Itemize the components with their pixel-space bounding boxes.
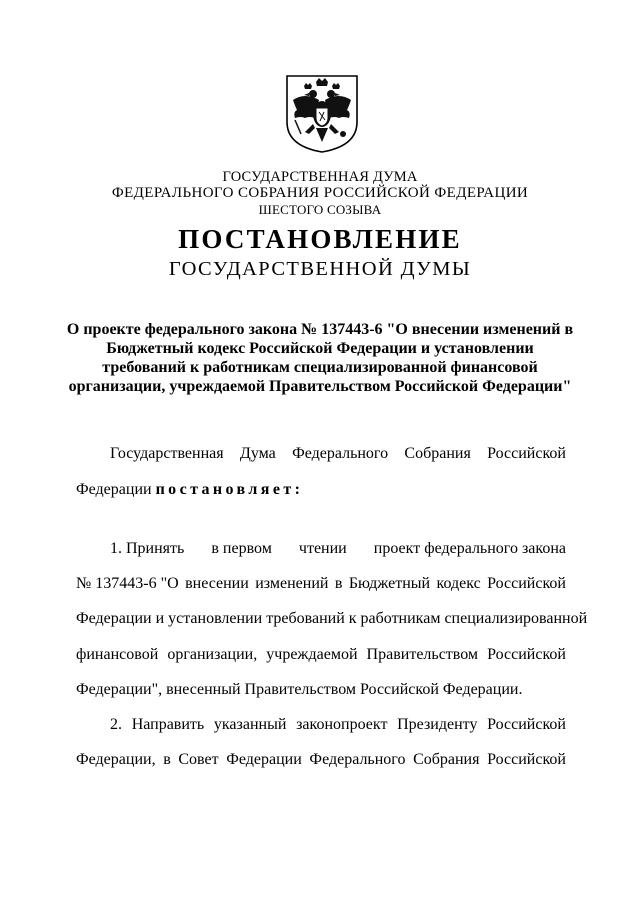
word: 1. Принять (110, 540, 185, 557)
word: Правительством (366, 646, 479, 663)
word: в (163, 751, 171, 768)
word: в первом (211, 540, 272, 557)
word: Федерации (76, 481, 152, 498)
word: Российской (487, 445, 566, 462)
title-line: Бюджетный кодекс Российской Федерации и установлении (106, 340, 534, 357)
word: Бюджетный (348, 575, 431, 592)
decree-word: постановляет: (155, 481, 304, 498)
word: Российской (487, 716, 566, 733)
item1-line-4 (76, 646, 566, 664)
word: Собрания (413, 751, 480, 768)
word: организации, (167, 646, 258, 663)
header-line-3: ШЕСТОГО СОЗЫВА (258, 202, 382, 217)
word: Федерального (309, 751, 406, 768)
word: финансовой (76, 646, 159, 663)
word: Направить (131, 716, 205, 733)
item1-line-5: Федерации", внесенный Правительством Российской Федерации. (76, 681, 523, 698)
item1-line-1 (76, 540, 566, 558)
header-line-1: ГОСУДАРСТВЕННАЯ ДУМА (222, 169, 418, 185)
word: Дума (239, 445, 276, 462)
word: в (334, 575, 343, 592)
word: Государственная (110, 445, 224, 462)
title-line: требований к работникам специализированной финансовой (102, 359, 538, 376)
preamble-line-1 (76, 445, 566, 463)
document-type: ПОСТАНОВЛЕНИЕ (178, 224, 462, 254)
item2-line-1 (76, 716, 566, 734)
word: законопроект (296, 716, 388, 733)
title-line: организации, учреждаемой Правительством Российской Федерации" (68, 378, 572, 395)
word: Российской (487, 575, 566, 592)
header-line-2: ФЕДЕРАЛЬНОГО СОБРАНИЯ РОССИЙСКОЙ ФЕДЕРАЦИИ (111, 185, 529, 201)
document-title (60, 320, 580, 396)
word: внесении (185, 575, 249, 592)
item2-line-2 (76, 751, 566, 769)
word: Собрания (404, 445, 471, 462)
item1-line-2 (76, 575, 566, 593)
word: № 137443-6 "О (76, 575, 179, 592)
document-issuer: ГОСУДАРСТВЕННОЙ ДУМЫ (168, 258, 472, 280)
word: Федерального (292, 445, 389, 462)
word: изменений (255, 575, 329, 592)
word: Федерации, (76, 751, 156, 768)
word: Российской (487, 751, 566, 768)
word: кодекс (436, 575, 481, 592)
word: Федерации (226, 751, 302, 768)
coat-of-arms-icon (283, 72, 361, 154)
word: чтении (298, 540, 347, 557)
word: учреждаемой (266, 646, 358, 663)
word: Президенту (397, 716, 478, 733)
word: 2. (110, 716, 122, 733)
word: проект федерального закона (373, 540, 566, 557)
title-line: О проекте федерального закона № 137443-6 "О внесении изменений в (66, 321, 574, 338)
preamble-line-2 (76, 481, 566, 499)
word: Совет (178, 751, 219, 768)
item1-line-3: Федерации и установлении требований к работникам специализированной (76, 610, 588, 627)
word: указанный (213, 716, 287, 733)
word: Российской (487, 646, 566, 663)
